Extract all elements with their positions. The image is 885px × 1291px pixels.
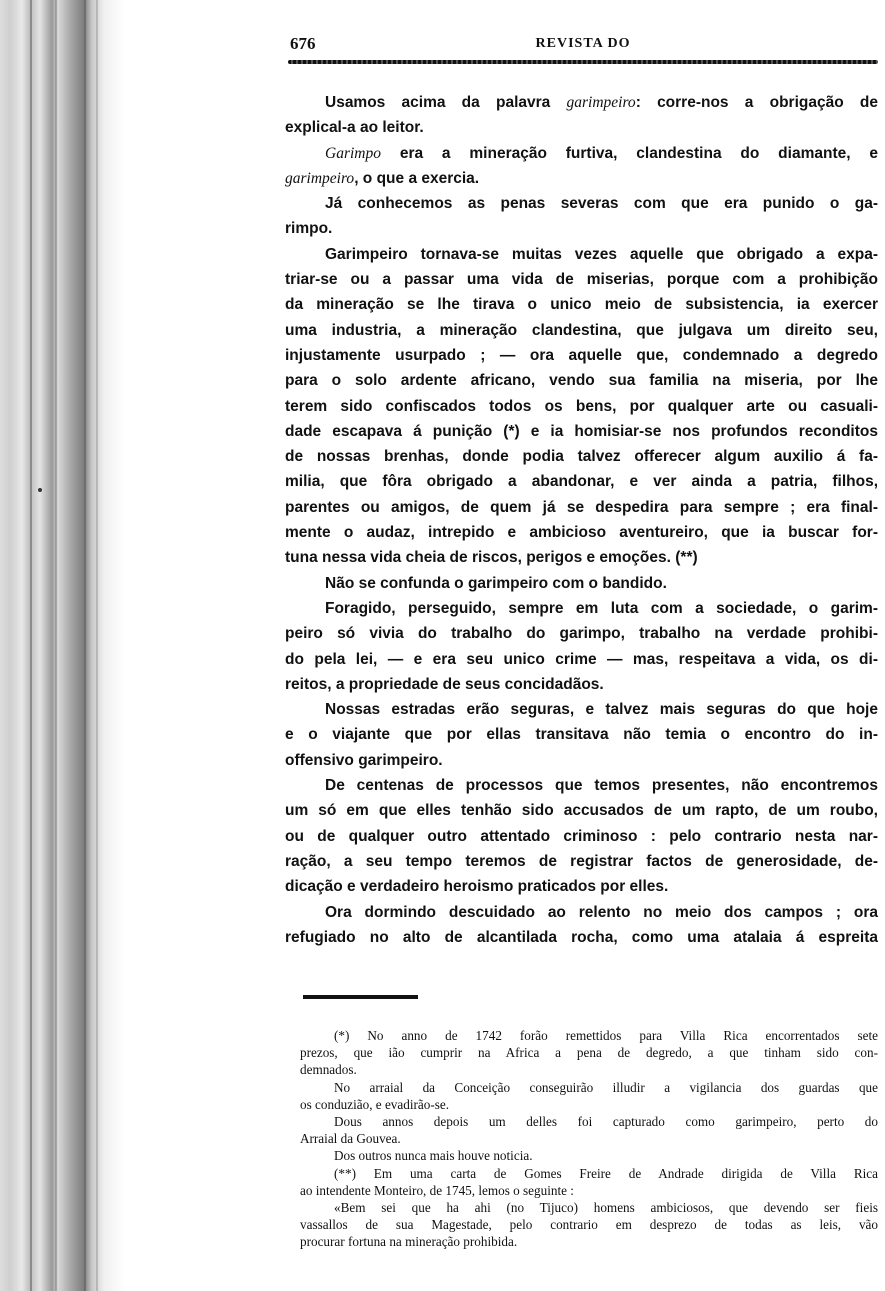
- text-line: do pela lei, — e era seu unico crime — mas, respeitava a vida, os di-: [285, 650, 878, 668]
- text-line: Foragido, perseguido, sempre em luta com a sociedade, o garim-: [325, 599, 878, 617]
- text-line: milia, que fôra obrigado a abandonar, e ver ainda a patria, filhos,: [285, 473, 878, 491]
- page-header: [288, 32, 878, 56]
- footnote-line: Arraial da Gouvea.: [300, 1131, 401, 1147]
- text-line: parentes ou amigos, de quem já se despedira para sempre ; era final-: [285, 498, 878, 516]
- text-line: Usamos acima da palavra garimpeiro: corre-nos a obrigação de: [325, 94, 878, 111]
- footnote-line: os conduzião, e evadirão-se.: [300, 1096, 450, 1112]
- footnote-line: (*) No anno de 1742 forão remettidos para Villa Rica encorrentados sete: [334, 1028, 878, 1043]
- text-line: uma industria, a mineração clandestina, que julgava um direito seu,: [285, 321, 878, 339]
- text-line: injustamente usurpado ; — ora aquelle que, condemnado a degredo: [285, 346, 878, 364]
- text-line: Ora dormindo descuidado ao relento no meio dos campos ; ora: [325, 903, 878, 921]
- footnote-line: Dos outros nunca mais houve noticia.: [334, 1148, 533, 1164]
- text-line: Nossas estradas erão seguras, e talvez mais seguras do que hoje: [325, 701, 878, 719]
- footnote-line: procurar fortuna na mineração prohibida.: [300, 1234, 518, 1250]
- text-line: Não se confunda o garimpeiro com o bandido.: [325, 574, 667, 592]
- text-line: tuna nessa vida cheia de riscos, perigos e emoções. (**): [285, 549, 698, 567]
- text-line: de nossas brenhas, donde podia talvez offerecer algum auxilio á fa-: [285, 448, 878, 466]
- text-line: explical-a ao leitor.: [285, 119, 424, 137]
- running-head: REVISTA DO: [535, 36, 631, 51]
- text-line: reitos, a propriedade de seus concidadãos.: [285, 675, 604, 693]
- text-line: dicação e verdadeiro heroismo praticados por elles.: [285, 878, 669, 896]
- text-line: mente o audaz, intrepido e ambicioso aventureiro, que ia buscar for-: [285, 524, 878, 542]
- text-line: garimpeiro, o que a exercia.: [285, 169, 480, 187]
- text-line: para o solo ardente africano, vendo sua familia na miseria, por lhe: [285, 372, 878, 390]
- text-line: da mineração se lhe tirava o unico meio de subsistencia, ia exercer: [285, 296, 878, 314]
- page-number: 676: [290, 34, 316, 53]
- text-line: dade escapava á punição (*) e ia homisiar-se nos profundos reconditos: [285, 422, 878, 440]
- book-binding-edge: [0, 0, 125, 1291]
- text-line: rimpo.: [285, 220, 333, 238]
- body-text: [285, 90, 878, 950]
- text-line: Já conhecemos as penas severas com que era punido o ga-: [325, 195, 878, 213]
- text-line: refugiado no alto de alcantilada rocha, como uma atalaia á espreita: [285, 928, 878, 946]
- text-line: triar-se ou a passar uma vida de miserias, porque com a prohibição: [285, 271, 878, 289]
- text-line: terem sido confiscados todos os bens, por qualquer arte ou casuali-: [285, 397, 878, 415]
- footnote-line: prezos, que ião cumprir na Africa a pena de degredo, a que tinham sido con-: [300, 1045, 878, 1061]
- text-line: Garimpeiro tornava-se muitas vezes aquelle que obrigado a expa-: [325, 245, 878, 263]
- text-line: ração, a seu tempo teremos de registrar factos de generosidade, de-: [285, 852, 878, 870]
- text-line: offensivo garimpeiro.: [285, 751, 443, 769]
- text-line: Garimpo era a mineração furtiva, clandestina do diamante, e: [325, 144, 878, 162]
- footnote-line: Dous annos depois um delles foi capturado como garimpeiro, perto do: [334, 1113, 878, 1129]
- footnote-line: No arraial da Conceição conseguirão illudir a vigilancia dos guardas que: [334, 1079, 878, 1095]
- footnotes: [300, 1027, 878, 1250]
- header-rule: [288, 60, 878, 64]
- footnote-line: demnados.: [300, 1062, 357, 1078]
- text-line: e o viajante que por ellas transitava não temia o encontro do in-: [285, 726, 878, 744]
- text-line: um só em que elles tenhão sido accusados de um rapto, de um roubo,: [285, 802, 878, 820]
- footnote-line: ao intendente Monteiro, de 1745, lemos o seguinte :: [300, 1182, 574, 1198]
- footnote-line: vassallos de sua Magestade, pelo contrario em desprezo de todas as leis, vão: [300, 1217, 878, 1233]
- text-line: peiro só vivia do trabalho do garimpo, trabalho na verdade prohibi-: [285, 625, 878, 643]
- footnote-line: «Bem sei que ha ahi (no Tijuco) homens ambiciosos, que devendo ser fieis: [334, 1199, 878, 1215]
- footnote-line: (**) Em uma carta de Gomes Freire de Andrade dirigida de Villa Rica: [334, 1165, 878, 1181]
- scan-speck: [38, 488, 42, 492]
- text-line: ou de qualquer outro attentado criminoso : pelo contrario nesta nar-: [285, 827, 878, 845]
- footnote-separator: [303, 995, 418, 999]
- text-line: De centenas de processos que temos presentes, não encontremos: [325, 777, 878, 795]
